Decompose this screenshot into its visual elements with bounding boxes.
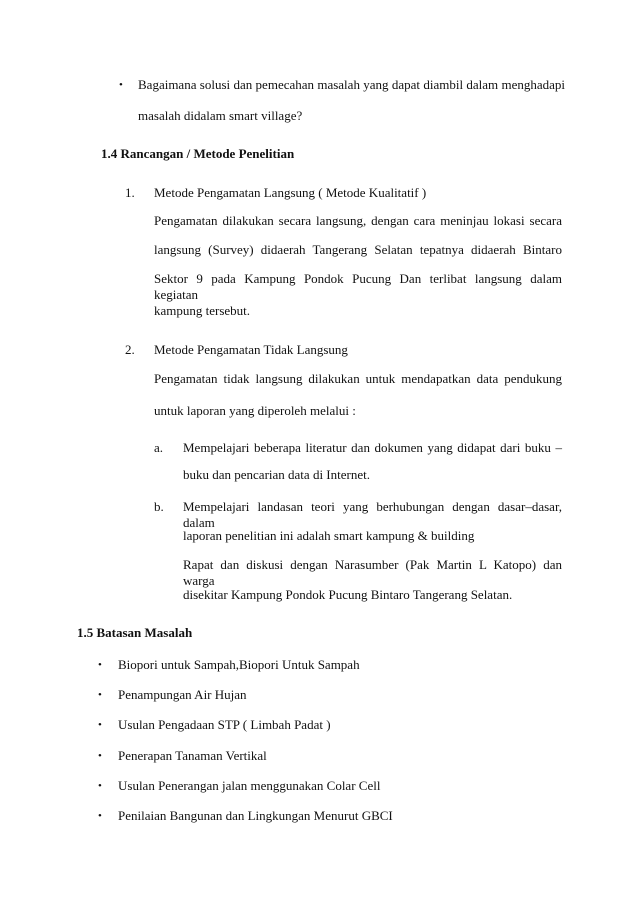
- batasan-item: Usulan Penerangan jalan menggunakan Colar Cell: [118, 778, 381, 793]
- bullet-icon: •: [98, 659, 102, 671]
- batasan-item: Biopori untuk Sampah,Biopori Untuk Sampah: [118, 657, 360, 672]
- batasan-item: Penilaian Bangunan dan Lingkungan Menurut GBCI: [118, 808, 393, 823]
- sub-b-line: Rapat dan diskusi dengan Narasumber (Pak Martin L Katopo) dan warga: [183, 557, 562, 588]
- bullet-icon: •: [98, 750, 102, 762]
- item-2-line: Pengamatan tidak langsung dilakukan untuk mendapatkan data pendukung: [154, 371, 562, 386]
- sub-a-letter: a.: [154, 440, 164, 455]
- item-1-line: Pengamatan dilakukan secara langsung, dengan cara meninjau lokasi secara: [154, 213, 562, 228]
- item-1-line: langsung (Survey) didaerah Tangerang Selatan tepatnya didaerah Bintaro: [154, 242, 562, 257]
- bullet-icon: •: [119, 79, 123, 91]
- item-1-line: kampung tersebut.: [154, 303, 251, 318]
- sub-a-line: Mempelajari beberapa literatur dan dokumen yang didapat dari buku –: [183, 440, 562, 455]
- sub-b-line: Mempelajari landasan teori yang berhubungan dengan dasar–dasar, dalam: [183, 499, 562, 530]
- sub-b-line: disekitar Kampung Pondok Pucung Bintaro Tangerang Selatan.: [183, 587, 513, 602]
- section-1-5-heading: 1.5 Batasan Masalah: [77, 625, 193, 640]
- batasan-item: Penerapan Tanaman Vertikal: [118, 748, 267, 763]
- sub-b-line: laporan penelitian ini adalah smart kampung & building: [183, 528, 475, 543]
- top-bullet-line-1: Bagaimana solusi dan pemecahan masalah yang dapat diambil dalam menghadapi: [138, 77, 565, 92]
- item-2-number: 2.: [125, 342, 135, 357]
- bullet-icon: •: [98, 689, 102, 701]
- batasan-item: Usulan Pengadaan STP ( Limbah Padat ): [118, 717, 331, 732]
- sub-a-line: buku dan pencarian data di Internet.: [183, 467, 370, 482]
- sub-b-letter: b.: [154, 499, 164, 514]
- item-1-number: 1.: [125, 185, 135, 200]
- item-2-line: untuk laporan yang diperoleh melalui :: [154, 403, 356, 418]
- bullet-icon: •: [98, 810, 102, 822]
- item-1-line: Sektor 9 pada Kampung Pondok Pucung Dan terlibat langsung dalam kegiatan: [154, 271, 562, 302]
- bullet-icon: •: [98, 719, 102, 731]
- top-bullet-line-2: masalah didalam smart village?: [138, 108, 303, 123]
- bullet-icon: •: [98, 780, 102, 792]
- section-1-4-heading: 1.4 Rancangan / Metode Penelitian: [101, 146, 295, 161]
- batasan-item: Penampungan Air Hujan: [118, 687, 247, 702]
- item-1-title: Metode Pengamatan Langsung ( Metode Kualitatif ): [154, 185, 427, 200]
- item-2-title: Metode Pengamatan Tidak Langsung: [154, 342, 348, 357]
